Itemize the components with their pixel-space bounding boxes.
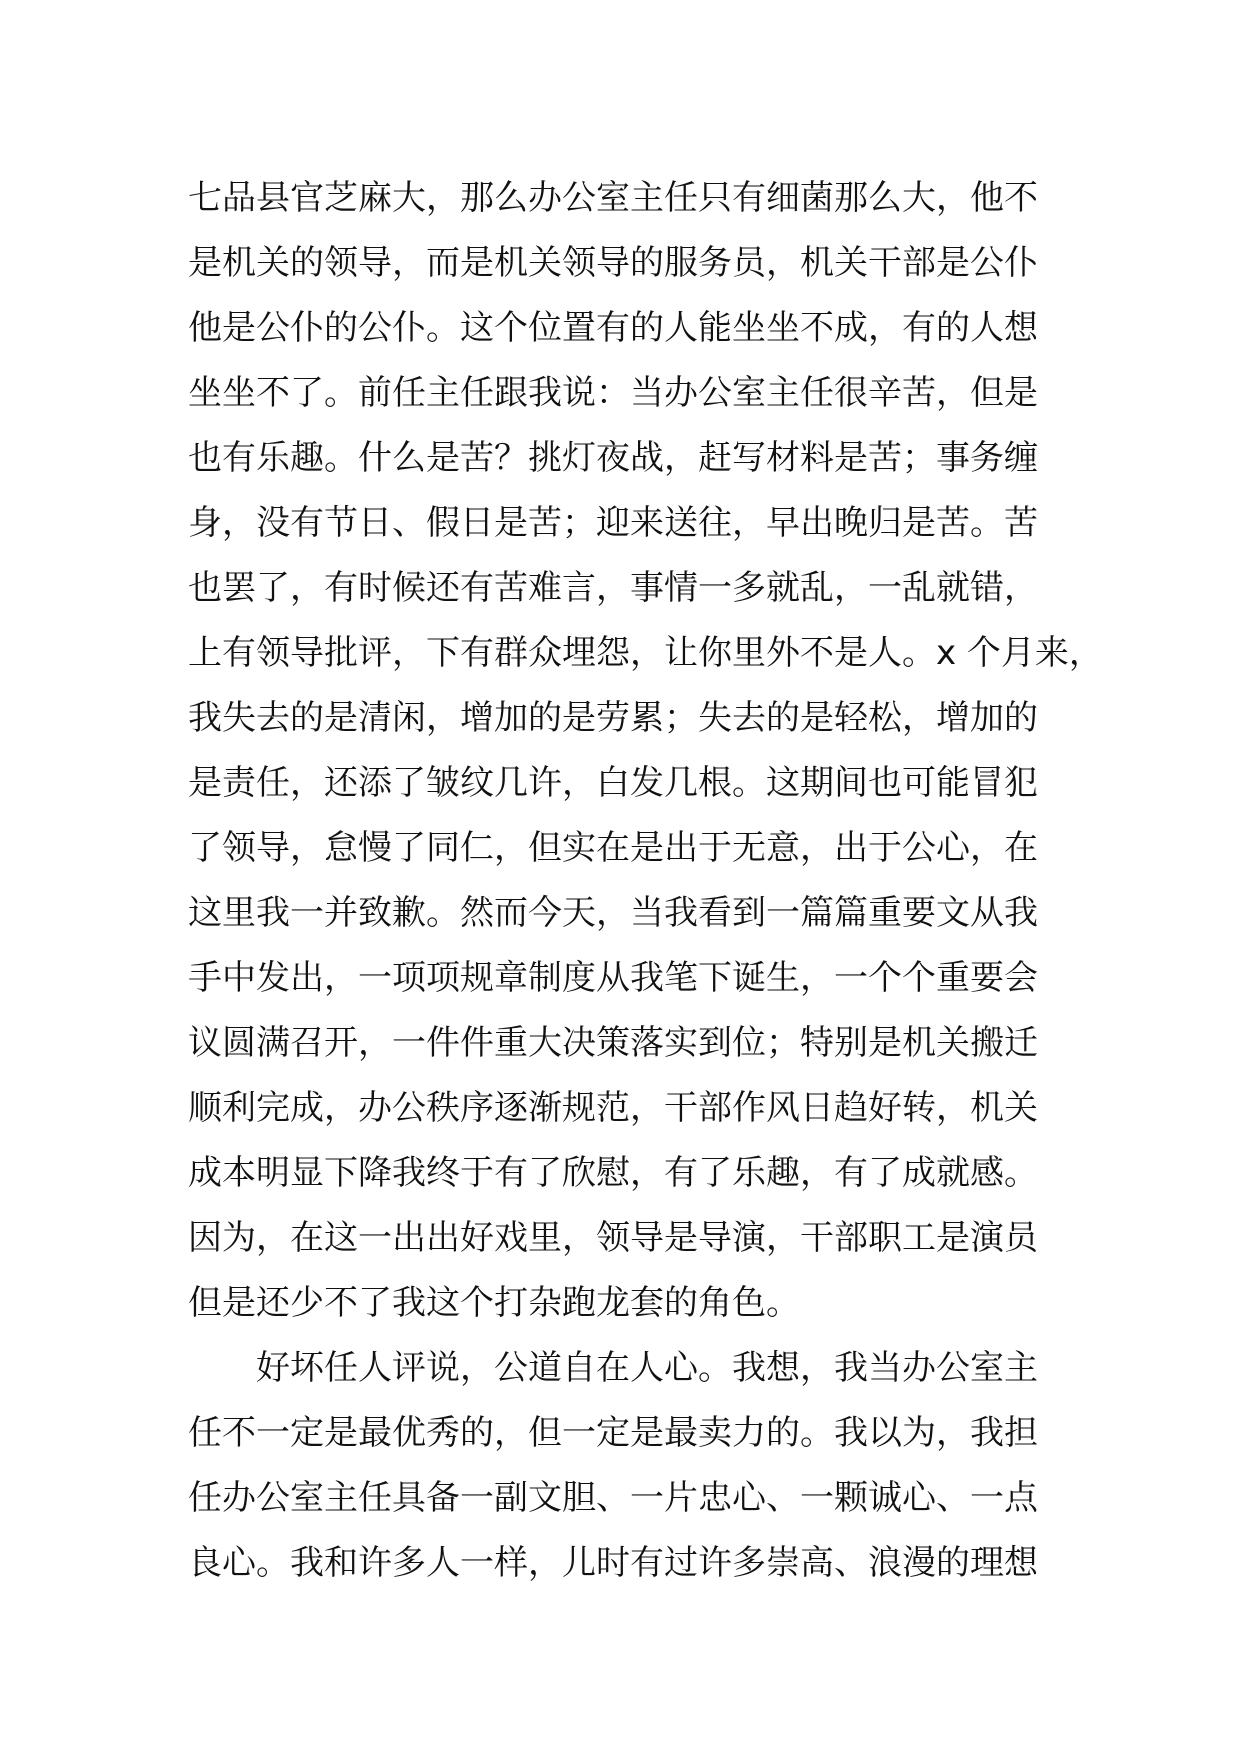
- text-line: 是机关的领导，而是机关领导的服务员，机关干部是公仆: [188, 243, 1038, 283]
- text-line: 良心。我和许多人一样，儿时有过许多崇高、浪漫的理想: [188, 1543, 1038, 1583]
- text-line: 议圆满召开，一件件重大决策落实到位；特别是机关搬迁: [188, 1023, 1038, 1063]
- text-line: 但是还少不了我这个打杂跑龙套的角色。: [188, 1283, 800, 1323]
- text-line: 我失去的是清闲，增加的是劳累；失去的是轻松，增加的: [188, 698, 1038, 738]
- text-line: 身，没有节日、假日是苦；迎来送往，早出晚归是苦。苦: [188, 503, 1038, 543]
- text-line: 好坏任人评说，公道自在人心。我想，我当办公室主: [256, 1348, 1038, 1388]
- text-line: 七品县官芝麻大，那么办公室主任只有细菌那么大，他不: [188, 178, 1038, 218]
- text-line: 了领导，怠慢了同仁，但实在是出于无意，出于公心，在: [188, 828, 1038, 868]
- paragraph-2: [188, 1336, 1088, 1596]
- text-line: 他是公仆的公仆。这个位置有的人能坐坐不成，有的人想: [188, 308, 1038, 348]
- document-body: [188, 166, 1103, 1596]
- text-line: 因为，在这一出出好戏里，领导是导演，干部职工是演员: [188, 1218, 1038, 1258]
- paragraph-1: [188, 166, 1103, 1336]
- text-line: 是责任，还添了皱纹几许，白发几根。这期间也可能冒犯: [188, 763, 1038, 803]
- text-line: 任办公室主任具备一副文胆、一片忠心、一颗诚心、一点: [188, 1478, 1038, 1518]
- text-line: 上有领导批评，下有群众埋怨，让你里外不是人。x 个月来，: [188, 633, 1103, 673]
- text-line: 任不一定是最优秀的，但一定是最卖力的。我以为，我担: [188, 1413, 1038, 1453]
- text-line: 也罢了，有时候还有苦难言，事情一多就乱，一乱就错，: [188, 568, 1038, 608]
- text-line: 手中发出，一项项规章制度从我笔下诞生，一个个重要会: [188, 958, 1038, 998]
- text-line: 也有乐趣。什么是苦？挑灯夜战，赶写材料是苦；事务缠: [188, 438, 1038, 478]
- text-line: 成本明显下降我终于有了欣慰，有了乐趣，有了成就感。: [188, 1153, 1038, 1193]
- text-line: 坐坐不了。前任主任跟我说：当办公室主任很辛苦，但是: [188, 373, 1038, 413]
- text-line: 顺利完成，办公秩序逐渐规范，干部作风日趋好转，机关: [188, 1088, 1038, 1128]
- text-line: 这里我一并致歉。然而今天，当我看到一篇篇重要文从我: [188, 893, 1038, 933]
